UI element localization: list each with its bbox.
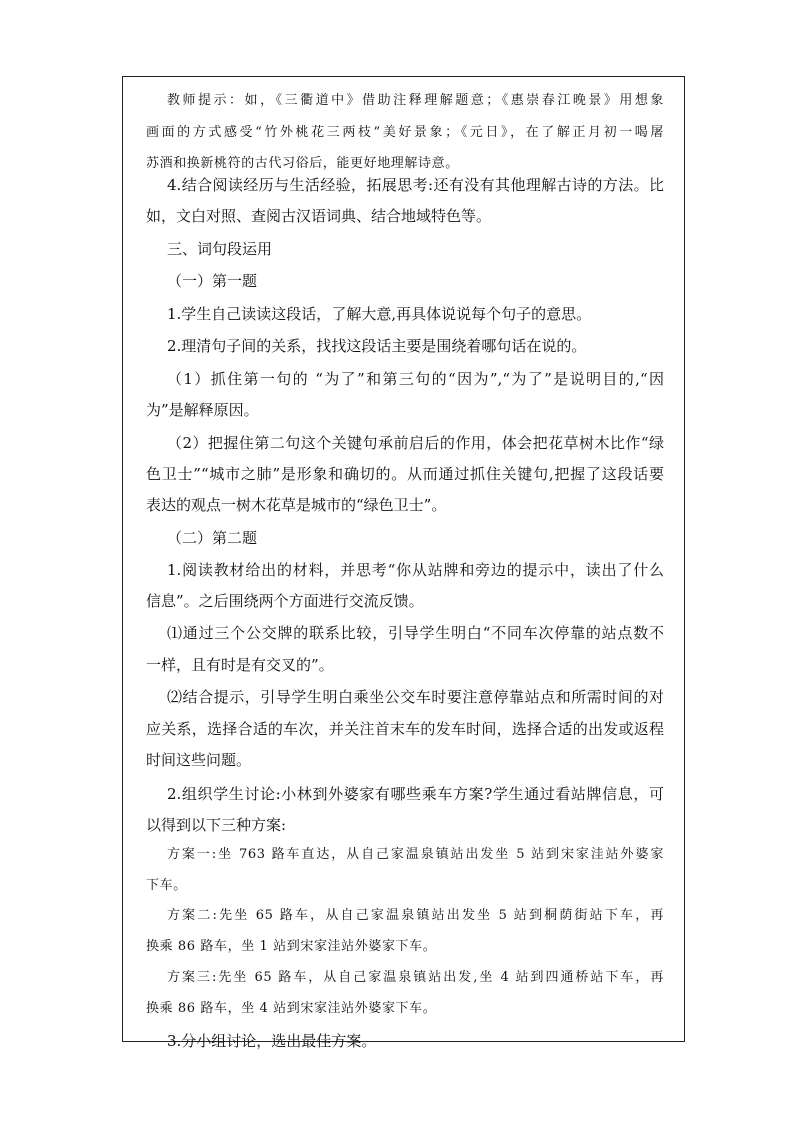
paragraph-q2-step-2-line-1: 2.组织学生讨论:小林到外婆家有哪些乘车方案?学生通过看站牌信息，可 [167, 785, 664, 803]
paragraph-q1-step-2-1-line-2: 为”是解释原因。 [146, 401, 259, 419]
paragraph-q1-step-2-2-line-3: 表达的观点一树木花草是城市的“绿色卫士”。 [146, 496, 447, 514]
paragraph-plan-1-line-2: 下车。 [146, 878, 187, 893]
paragraph-q1-step-2-2-line-2: 色卫士”“城市之肺”是形象和确切的。从而通过抓住关键句,把握了这段话要 [146, 465, 664, 483]
paragraph-plan-3-line-2: 换乘 86 路车，坐 4 站到宋家洼站外婆家下车。 [146, 1001, 437, 1016]
paragraph-q2-step-1-1-line-1: ⑴通过三个公交牌的联系比较，引导学生明白“不同车次停靠的站点数不 [167, 624, 664, 642]
paragraph-q2-step-1-1-line-2: 一样，且有时是有交叉的”。 [146, 656, 334, 674]
paragraph-q1-heading-line-1: （一）第一题 [167, 272, 258, 290]
paragraph-q2-step-1-2-line-1: ⑵结合提示，引导学生明白乘坐公交车时要注意停靠站点和所需时间的对 [167, 688, 664, 706]
paragraph-teacher-tip-line-2: 画面的方式感受“竹外桃花三两枝”美好景象；《元日》，在了解正月初一喝屠 [146, 125, 664, 140]
paragraph-q1-step-2-1-line-1: （1）抓住第一句的 “为了”和第三句的“因为”,“为了”是说明目的,“因 [167, 370, 664, 388]
paragraph-plan-2-line-1: 方案二:先坐 65 路车，从自己家温泉镇站出发坐 5 站到桐荫街站下车，再 [167, 908, 664, 923]
paragraph-q2-step-3-line-1: 3.分小组讨论，选出最佳方案。 [167, 1032, 377, 1050]
paragraph-q2-step-1-2-line-2: 应关系，选择合适的车次，并关注首末车的发车时间，选择合适的出发或返程 [146, 720, 664, 738]
paragraph-q2-step-2-line-2: 以得到以下三种方案: [146, 816, 287, 834]
lesson-plan-table-cell [122, 76, 685, 1050]
paragraph-teacher-tip-line-3: 苏酒和换新桃符的古代习俗后，能更好地理解诗意。 [146, 156, 459, 171]
paragraph-plan-3-line-1: 方案三:先坐 65 路车，从自己家温泉镇站出发,坐 4 站到四通桥站下车，再 [167, 970, 664, 985]
paragraph-q1-step-2-line-1: 2.理清句子间的关系，找找这段话主要是围绕着哪句话在说的。 [167, 337, 587, 355]
paragraph-q2-step-1-line-2: 信息”。之后围绕两个方面进行交流反馈。 [146, 592, 424, 610]
paragraph-q1-step-1-line-1: 1.学生自己读读这段话，了解大意,再具体说说每个句子的意思。 [167, 305, 592, 323]
paragraph-plan-2-line-2: 换乘 86 路车，坐 1 站到宋家洼站外婆家下车。 [146, 939, 437, 954]
paragraph-step-4-line-1: 4.结合阅读经历与生活经验，拓展思考:还有没有其他理解古诗的方法。比 [167, 176, 664, 194]
paragraph-step-4-line-2: 如，文白对照、查阅古汉语词典、结合地域特色等。 [146, 207, 492, 225]
paragraph-section-3-heading-line-1: 三、词句段运用 [167, 240, 273, 258]
paragraph-plan-1-line-1: 方案一:坐 763 路车直达，从自己家温泉镇站出发坐 5 站到宋家洼站外婆家 [167, 847, 664, 862]
paragraph-q1-step-2-2-line-1: （2）把握住第二句这个关键句承前启后的作用，体会把花草树木比作“绿 [167, 434, 664, 452]
paragraph-teacher-tip-line-1: 教师提示：如，《三衢道中》借助注释理解题意；《惠崇春江晚景》用想象 [167, 93, 664, 108]
paragraph-q2-heading-line-1: （二）第二题 [167, 529, 258, 547]
paragraph-q2-step-1-2-line-3: 时间这些问题。 [146, 751, 252, 769]
paragraph-q2-step-1-line-1: 1.阅读教材给出的材料，并思考“你从站牌和旁边的提示中，读出了什么 [167, 561, 664, 579]
